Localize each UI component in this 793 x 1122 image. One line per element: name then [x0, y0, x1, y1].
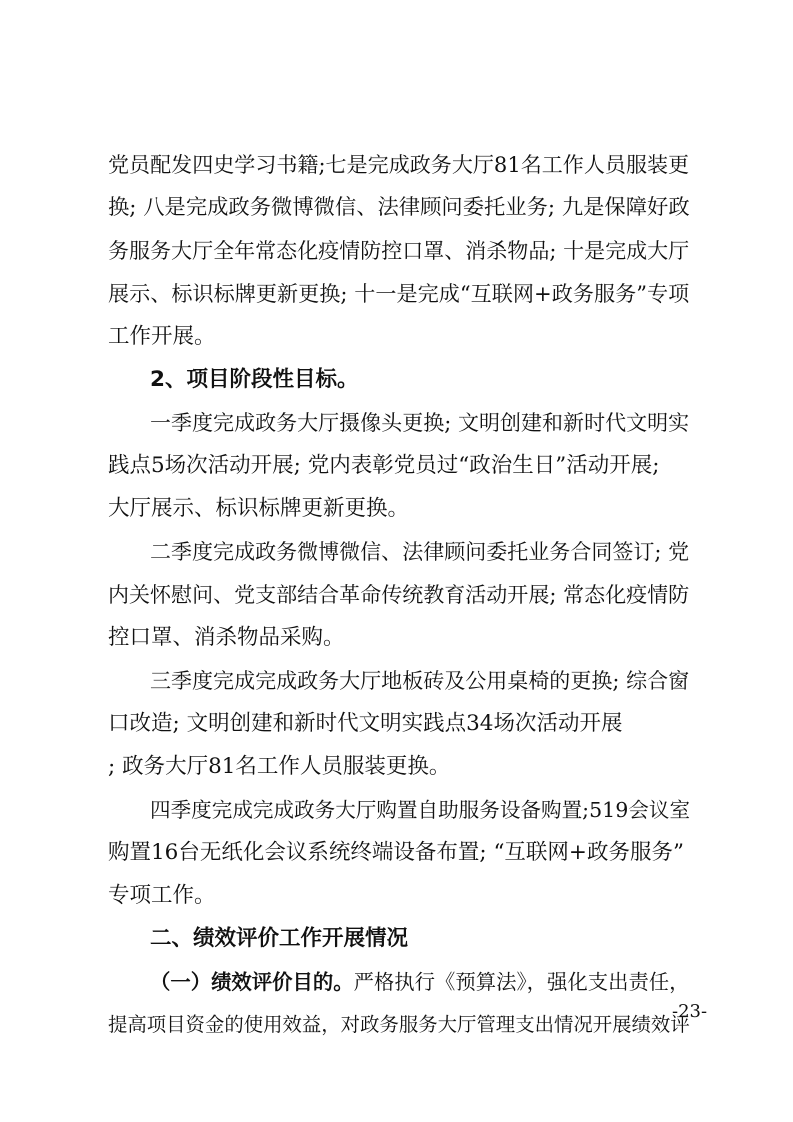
text-line: 四季度完成完成政务大厅购置自助服务设备购置;519会议室 [150, 798, 691, 822]
text-line: 内关怀慰问、党支部结合革命传统教育活动开展; 常态化疫情防 [108, 582, 690, 607]
section-heading: 2、项目阶段性目标。 [150, 367, 359, 392]
text-line: 工作开展。 [108, 324, 216, 349]
text-line: 提高项目资金的使用效益，对政务服务大厅管理支出情况开展绩效评 [108, 1013, 690, 1036]
text-line: 党员配发四史学习书籍;七是完成政务大厅81名工作人员服装更 [108, 152, 690, 177]
text-line [150, 968, 690, 996]
text-line: 控口罩、消杀物品采购。 [108, 625, 345, 650]
text-run: 严格执行《预算法》，强化支出责任， [353, 970, 690, 994]
text-line: 大厅展示、标识标牌更新更换。 [108, 496, 410, 521]
text-line: 购置16台无纸化会议系统终端设备布置; “互联网+政务服务” [108, 840, 684, 865]
page-number: -23- [672, 1001, 708, 1022]
text-line: 换; 八是完成政务微博微信、法律顾问委托业务; 九是保障好政 [108, 195, 690, 220]
text-line: 二季度完成政务微博微信、法律顾问委托业务合同签订; 党 [150, 539, 690, 564]
text-line: 一季度完成政务大厅摄像头更换; 文明创建和新时代文明实 [150, 410, 690, 435]
text-line: 口改造; 文明创建和新时代文明实践点34场次活动开展 [108, 711, 623, 736]
section-heading: 二、绩效评价工作开展情况 [150, 926, 409, 951]
text-line: 专项工作。 [108, 883, 216, 908]
text-line: ; 政务大厅81名工作人员服装更换。 [108, 754, 451, 779]
subsection-heading: （一）绩效评价目的。 [150, 970, 354, 994]
text-line: 务服务大厅全年常态化疫情防控口罩、消杀物品; 十是完成大厅 [108, 238, 690, 263]
text-line: 践点5场次活动开展; 党内表彰党员过“政治生日”活动开展; [108, 453, 660, 478]
text-line: 展示、标识标牌更新更换; 十一是完成“互联网+政务服务”专项 [108, 281, 690, 306]
text-line: 三季度完成完成政务大厅地板砖及公用桌椅的更换; 综合窗 [150, 668, 690, 693]
